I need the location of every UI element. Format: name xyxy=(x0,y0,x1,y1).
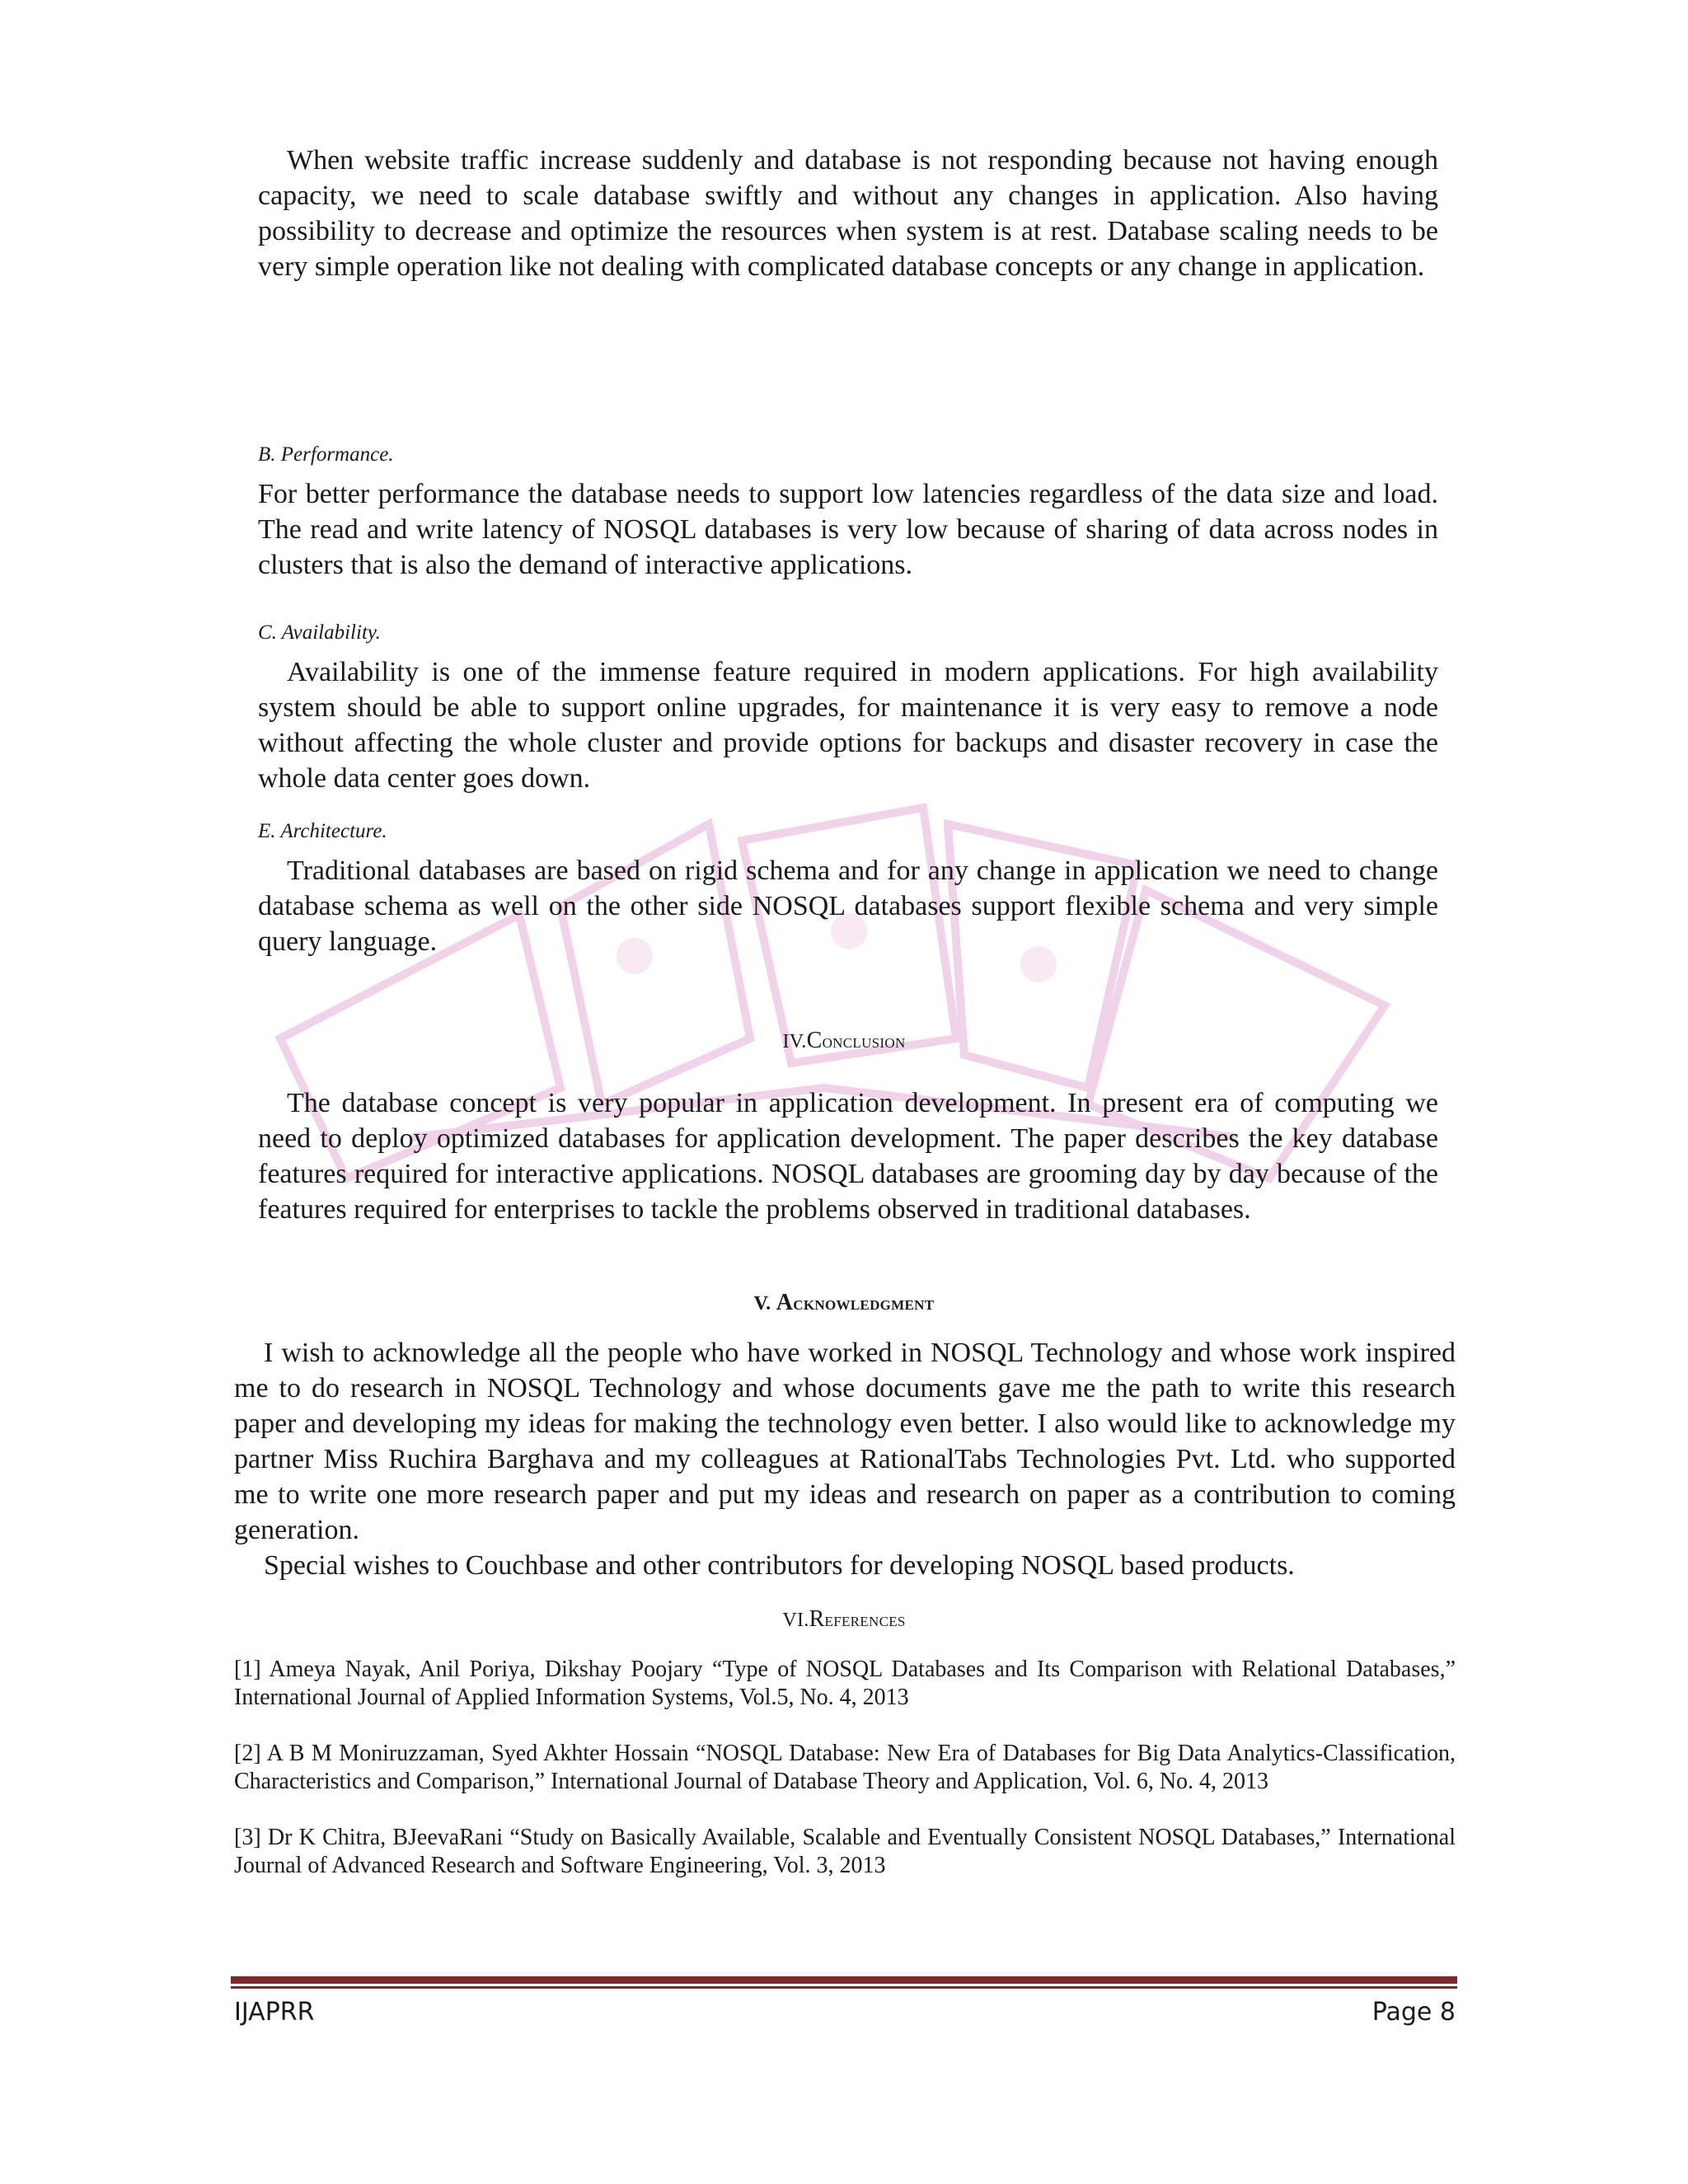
footer-page-number: Page 8 xyxy=(1372,1998,1456,2027)
references-list xyxy=(234,1656,1456,1880)
performance-section xyxy=(258,443,1438,583)
availability-heading: C. Availability. xyxy=(258,621,381,644)
references-heading-number: VI. xyxy=(782,1610,809,1631)
reference-item: [3] Dr K Chitra, BJeevaRani “Study on Basically Available, Scalable and Eventually Consistent NOSQL Databases,” International Journal of Advanced Research and Software Engineering, Vol. 3, 2013 xyxy=(234,1825,1456,1878)
architecture-heading: E. Architecture. xyxy=(258,820,387,842)
architecture-section xyxy=(258,819,1438,959)
conclusion-heading-rest: onclusion xyxy=(822,1031,906,1052)
acknowledgment-heading-number: V. xyxy=(753,1293,776,1315)
conclusion-heading-initial: C xyxy=(806,1028,823,1053)
acknowledgment-section xyxy=(234,1335,1456,1583)
references-heading xyxy=(0,1607,1688,1633)
acknowledgment-heading-initial: A xyxy=(776,1290,794,1315)
performance-paragraph: For better performance the database needs to support low latencies regardless of the data size and load. The read and write latency of NOSQL databases is very low because of sharing of data across nodes in clusters that is also the demand of interactive applications. xyxy=(258,479,1438,580)
reference-item: [1] Ameya Nayak, Anil Poriya, Dikshay Poojary “Type of NOSQL Databases and Its Comparison with Relational Databases,” International Journal of Applied Information Systems, Vol.5, No. 4, 2013 xyxy=(234,1657,1456,1710)
availability-section xyxy=(258,621,1438,796)
availability-paragraph: Availability is one of the immense feature required in modern applications. For high availability system should be able to support online upgrades, for maintenance it is very easy to remove a node without affecting the whole cluster and provide options for backups and disaster recovery in case the whole data center goes down. xyxy=(258,657,1438,794)
acknowledgment-heading-rest: cknowledgment xyxy=(793,1293,935,1315)
footer-rule-thick xyxy=(231,1976,1457,1984)
reference-item: [2] A B M Moniruzzaman, Syed Akhter Hossain “NOSQL Database: New Era of Databases for Big Data Analytics-Classification, Characteristics and Comparison,” International Journal of Database Theory and Application, Vol. 6, No. 4, 2013 xyxy=(234,1741,1456,1794)
conclusion-heading xyxy=(0,1029,1688,1054)
footer-journal-name: IJAPRR xyxy=(234,1998,315,2027)
references-heading-rest: eferences xyxy=(824,1610,906,1631)
intro-paragraph: When website traffic increase suddenly and database is not responding because not having enough capacity, we need to scale database swiftly and without any changes in application. Also having possibility to decrease and optimize the resources when system is at rest. Database scaling needs to be very simple operation like not dealing with complicated database concepts or any change in application. xyxy=(258,145,1438,282)
acknowledgment-paragraph: I wish to acknowledge all the people who have worked in NOSQL Technology and whose work inspired me to do research in NOSQL Technology and whose documents gave me the path to write this research paper and developing my ideas for making the technology even better. I also would like to acknowledge my partner Miss Ruchira Barghava and my colleagues at RationalTabs Technologies Pvt. Ltd. who supported me to write one more research paper and put my ideas and research on paper as a contribution to coming generation. xyxy=(234,1338,1456,1545)
intro-section xyxy=(258,143,1438,284)
architecture-paragraph: Traditional databases are based on rigid schema and for any change in application we need to change database schema as well on the other side NOSQL databases support flexible schema and very simple query language. xyxy=(258,855,1438,957)
acknowledgment-special-wishes: Special wishes to Couchbase and other contributors for developing NOSQL based products. xyxy=(264,1550,1295,1581)
conclusion-heading-number: IV. xyxy=(782,1031,807,1052)
acknowledgment-heading xyxy=(0,1291,1688,1316)
references-heading-initial: R xyxy=(809,1606,825,1632)
performance-heading: B. Performance. xyxy=(258,443,394,466)
footer-rule-thin xyxy=(231,1986,1457,1989)
conclusion-paragraph: The database concept is very popular in application development. In present era of computing we need to deploy optimized databases for application development. The paper describes the key database features required for interactive applications. NOSQL databases are grooming day by day because of the features required for enterprises to tackle the problems observed in traditional databases. xyxy=(258,1088,1438,1225)
conclusion-section xyxy=(258,1085,1438,1227)
